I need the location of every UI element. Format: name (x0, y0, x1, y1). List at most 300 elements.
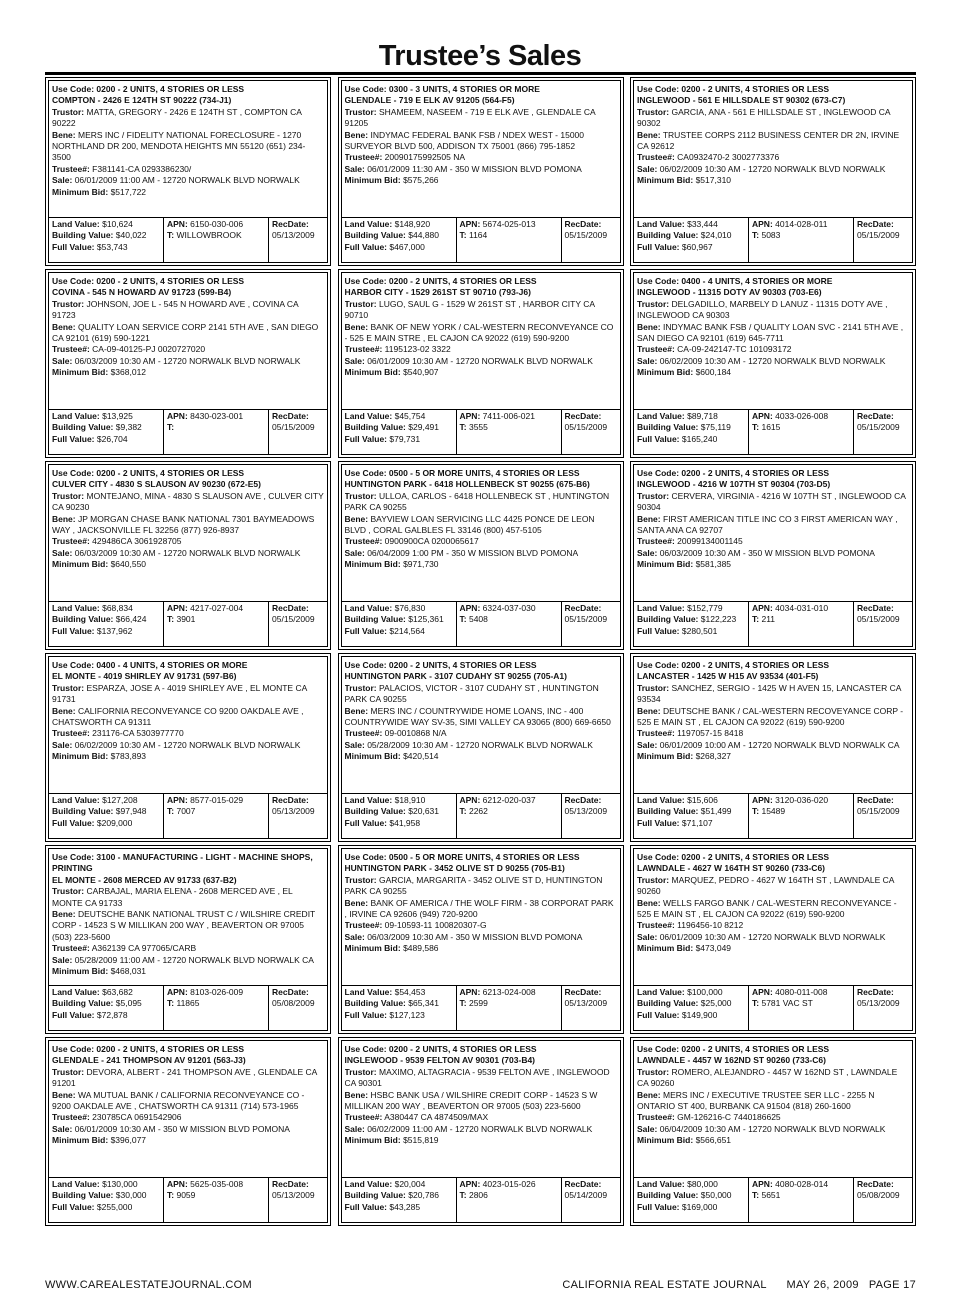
listing-card (338, 1037, 624, 1226)
values-cell (634, 1178, 749, 1222)
tract-value: T: 1615 (752, 422, 781, 433)
title-rule (45, 72, 916, 75)
tract-value: T: 5781 VAC ST (752, 998, 813, 1009)
land-value: Land Value: $13,925 (52, 411, 133, 421)
recdate-cell (269, 218, 327, 262)
sale-line: Sale: 06/02/2009 10:30 AM - 12720 NORWALK BLVD NORWALK (52, 739, 301, 750)
listing-details (637, 852, 909, 988)
apn-cell (457, 1178, 562, 1222)
values-cell (49, 794, 164, 838)
recdate-value: 05/13/2009 (564, 998, 608, 1009)
values-cell (342, 1178, 457, 1222)
trustor-line: Trustor: DEVORA, ALBERT - 241 THOMPSON AVE , GLENDALE CA 91201 (52, 1066, 317, 1089)
listing-frame (48, 272, 328, 455)
apn-value: APN: 5674-025-013 (459, 219, 536, 229)
sale-line: Sale: 05/28/2009 11:00 AM - 12720 NORWALK BLVD NORWALK CA (52, 954, 314, 965)
property-address: HARBOR CITY - 1529 261ST ST 90710 (793-J6) (344, 287, 531, 298)
listing-details (52, 84, 324, 220)
apn-value: APN: 4080-011-008 (752, 987, 828, 997)
full-value: Full Value: $169,000 (637, 1201, 718, 1212)
listing-card (338, 461, 624, 650)
sale-line: Sale: 05/28/2009 10:30 AM - 12720 NORWALK BLVD NORWALK (344, 739, 593, 750)
recdate-value: 05/15/2009 (857, 806, 900, 817)
apn-value: APN: 4034-031-010 (752, 603, 829, 613)
land-value: Land Value: $20,004 (344, 1179, 426, 1189)
apn-value: APN: 4217-027-004 (167, 603, 244, 613)
valuation-table (49, 409, 327, 454)
property-address: LAWNDALE - 4457 W 162ND ST 90260 (733-C6) (637, 1055, 826, 1066)
trustor-line: Trustor: MATTA, GREGORY - 2426 E 124TH ST , COMPTON CA 90222 (52, 106, 302, 129)
sale-line: Sale: 06/04/2009 1:00 PM - 350 W MISSION BLVD POMONA (344, 547, 579, 558)
apn-cell (749, 794, 854, 838)
valuation-table (342, 409, 620, 454)
recdate-value: 05/15/2009 (564, 422, 608, 433)
sale-line: Sale: 06/03/2009 10:30 AM - 12720 NORWALK BLVD NORWALK (52, 355, 301, 366)
property-address: COVINA - 545 N HOWARD AV 91723 (599-B4) (52, 287, 232, 298)
recdate-value: 05/14/2009 (564, 1190, 608, 1201)
listing-card (338, 77, 624, 266)
building-value: Building Value: $97,948 (52, 806, 147, 817)
listing-details (52, 852, 324, 988)
use-code: Use Code: 0500 - 5 OR MORE UNITS, 4 STORIES OR LESS (344, 852, 580, 862)
minimum-bid-line: Minimum Bid: $566,651 (637, 1135, 732, 1146)
apn-value: APN: 8103-026-009 (167, 987, 244, 997)
page-title: Trustee’s Sales (378, 40, 582, 72)
trustee-number-line: Trustee#: A362139 CA 977065/CARB (52, 943, 197, 954)
values-cell (634, 794, 749, 838)
building-value: Building Value: $65,341 (344, 998, 440, 1009)
tract-value: T: 5651 (752, 1190, 781, 1201)
minimum-bid-line: Minimum Bid: $268,327 (637, 751, 732, 762)
listing-frame (341, 80, 621, 263)
building-value: Building Value: $122,223 (637, 614, 737, 625)
beneficiary-line: Bene: BAYVIEW LOAN SERVICING LLC 4425 PONCE DE LEON BLVD , CORAL GALBLES FL 33146 (800) 457-5105 (344, 513, 595, 536)
use-code: Use Code: 0200 - 2 UNITS, 4 STORIES OR LESS (637, 660, 830, 670)
listing-frame (341, 464, 621, 647)
trustor-line: Trustor: GARCIA, MARGARITA - 3452 OLIVE ST D, HUNTINGTON PARK CA 90255 (344, 874, 603, 897)
minimum-bid-line: Minimum Bid: $600,184 (637, 367, 732, 378)
listing-frame (341, 656, 621, 839)
trustor-line: Trustor: ULLOA, CARLOS - 6418 HOLLENBECK ST , HUNTINGTON PARK CA 90255 (344, 490, 610, 513)
use-code: Use Code: 0400 - 4 UNITS, 4 STORIES OR MORE (637, 276, 833, 286)
listing-card (45, 77, 331, 266)
tract-value: T: 2599 (459, 998, 488, 1009)
valuation-table (49, 793, 327, 838)
building-value: Building Value: $30,000 (52, 1190, 147, 1201)
recdate-label: RecDate: (857, 603, 894, 613)
land-value: Land Value: $127,208 (52, 795, 138, 805)
minimum-bid-line: Minimum Bid: $489,586 (344, 943, 439, 954)
listings-row (45, 77, 916, 268)
building-value: Building Value: $25,000 (637, 998, 732, 1009)
land-value: Land Value: $148,920 (344, 219, 431, 229)
trustor-line: Trustor: DELGADILLO, MARBELY D LANUZ - 11315 DOTY AVE , INGLEWOOD CA 90303 (637, 298, 888, 321)
valuation-table (342, 1177, 620, 1222)
tract-value: T: 5408 (459, 614, 488, 625)
apn-cell (164, 794, 269, 838)
tract-value: T: 1164 (459, 230, 488, 241)
full-value: Full Value: $72,878 (52, 1009, 128, 1020)
minimum-bid-line: Minimum Bid: $517,722 (52, 186, 147, 197)
listing-frame (341, 848, 621, 1031)
apn-cell (164, 410, 269, 454)
recdate-cell (562, 794, 620, 838)
property-address: GLENDALE - 719 E ELK AV 91205 (564-F5) (344, 95, 515, 106)
minimum-bid-line: Minimum Bid: $581,385 (637, 559, 732, 570)
property-address: EL MONTE - 2608 MERCED AV 91733 (637-B2) (52, 874, 237, 885)
trustee-number-line: Trustee#: 429486CA 3061928705 (52, 536, 182, 547)
valuation-table (49, 985, 327, 1030)
tract-value: T: 2262 (459, 806, 488, 817)
apn-value: APN: 4033-026-008 (752, 411, 829, 421)
listing-frame (341, 272, 621, 455)
recdate-cell (562, 602, 620, 646)
land-value: Land Value: $89,718 (637, 411, 718, 421)
recdate-value: 05/13/2009 (564, 806, 608, 817)
trustee-number-line: Trustee#: 09-10593-11 100820307-G (344, 920, 487, 931)
minimum-bid-line: Minimum Bid: $540,907 (344, 367, 439, 378)
use-code: Use Code: 0200 - 2 UNITS, 4 STORIES OR LESS (344, 1044, 537, 1054)
apn-value: APN: 4023-015-026 (459, 1179, 536, 1189)
sale-line: Sale: 06/01/2009 11:30 AM - 350 W MISSION BLVD POMONA (344, 163, 582, 174)
building-value: Building Value: $50,000 (637, 1190, 732, 1201)
tract-value: T: 15489 (752, 806, 786, 817)
full-value: Full Value: $165,240 (637, 433, 718, 444)
recdate-cell (854, 794, 912, 838)
beneficiary-line: Bene: HSBC BANK USA / WILSHIRE CREDIT CORP - 14523 S W MILLIKAN 200 WAY , BEAVERTON OR 97005 (503) 223-5600 (344, 1089, 598, 1112)
recdate-value: 05/15/2009 (564, 230, 608, 241)
recdate-value: 05/13/2009 (272, 806, 315, 817)
minimum-bid-line: Minimum Bid: $515,819 (344, 1135, 439, 1146)
trustor-line: Trustor: LUGO, SAUL G - 1529 W 261ST ST , HARBOR CITY CA 90710 (344, 298, 595, 321)
listing-details (345, 660, 617, 796)
valuation-table (49, 1177, 327, 1222)
listings-row (45, 269, 916, 460)
beneficiary-line: Bene: BANK OF AMERICA / THE WOLF FIRM - 38 CORPORAT PARK , IRVINE CA 92606 (949) 720-9200 (344, 897, 614, 920)
land-value: Land Value: $76,830 (344, 603, 426, 613)
trustee-number-line: Trustee#: 20099134001145 (637, 536, 743, 547)
apn-value: APN: 7411-006-021 (459, 411, 535, 421)
minimum-bid-line: Minimum Bid: $517,310 (637, 175, 732, 186)
tract-value: T: 9059 (167, 1190, 196, 1201)
recdate-cell (269, 410, 327, 454)
tract-value: T: 11865 (167, 998, 200, 1009)
sale-line: Sale: 06/03/2009 10:30 AM - 350 W MISSION BLVD POMONA (344, 931, 583, 942)
recdate-label: RecDate: (857, 411, 894, 421)
apn-value: APN: 3120-036-020 (752, 795, 829, 805)
trustor-line: Trustor: PALACIOS, VICTOR - 3107 CUDAHY ST , HUNTINGTON PARK CA 90255 (344, 682, 599, 705)
recdate-value: 05/15/2009 (272, 422, 315, 433)
property-address: HUNTINGTON PARK - 3107 CUDAHY ST 90255 (705-A1) (344, 671, 567, 682)
recdate-cell (854, 986, 912, 1030)
listing-frame (341, 1040, 621, 1223)
apn-cell (457, 986, 562, 1030)
listing-card (45, 461, 331, 650)
tract-value: T: 211 (752, 614, 776, 625)
values-cell (342, 218, 457, 262)
listing-card (338, 653, 624, 842)
building-value: Building Value: $44,880 (344, 230, 440, 241)
recdate-cell (562, 218, 620, 262)
building-value: Building Value: $20,631 (344, 806, 440, 817)
apn-value: APN: 4014-028-011 (752, 219, 828, 229)
beneficiary-line: Bene: MERS INC / COUNTRYWIDE HOME LOANS, INC - 400 COUNTRYWIDE WAY SV-35, SIMI VALLEY CA 93065 (800) 669-6650 (344, 705, 611, 728)
apn-cell (164, 986, 269, 1030)
values-cell (49, 986, 164, 1030)
valuation-table (342, 601, 620, 646)
sale-line: Sale: 06/02/2009 10:30 AM - 12720 NORWALK BLVD NORWALK (637, 163, 886, 174)
beneficiary-line: Bene: TRUSTEE CORPS 2112 BUSINESS CENTER DR 2N, IRVINE CA 92612 (637, 129, 900, 152)
recdate-value: 05/13/2009 (857, 998, 900, 1009)
valuation-table (342, 985, 620, 1030)
listing-frame (633, 656, 913, 839)
recdate-label: RecDate: (564, 1179, 602, 1189)
values-cell (634, 602, 749, 646)
listing-frame (48, 1040, 328, 1223)
tract-value: T: 7007 (167, 806, 196, 817)
land-value: Land Value: $63,682 (52, 987, 133, 997)
full-value: Full Value: $41,958 (344, 817, 421, 828)
apn-value: APN: 8577-015-029 (167, 795, 244, 805)
values-cell (634, 410, 749, 454)
property-address: EL MONTE - 4019 SHIRLEY AV 91731 (597-B6) (52, 671, 237, 682)
building-value: Building Value: $20,786 (344, 1190, 440, 1201)
recdate-cell (269, 986, 327, 1030)
sale-line: Sale: 06/03/2009 10:30 AM - 350 W MISSION BLVD POMONA (637, 547, 875, 558)
use-code: Use Code: 0300 - 3 UNITS, 4 STORIES OR MORE (344, 84, 540, 94)
listing-card (45, 653, 331, 842)
building-value: Building Value: $5,095 (52, 998, 142, 1009)
building-value: Building Value: $75,119 (637, 422, 731, 433)
use-code: Use Code: 0200 - 2 UNITS, 4 STORIES OR LESS (637, 468, 830, 478)
listing-frame (48, 464, 328, 647)
listing-card (630, 1037, 916, 1226)
trustee-number-line: Trustee#: CA-09-242147-TC 101093172 (637, 344, 792, 355)
recdate-cell (562, 410, 620, 454)
recdate-label: RecDate: (564, 219, 602, 229)
recdate-cell (854, 602, 912, 646)
property-address: INGLEWOOD - 9539 FELTON AV 90301 (703-B4) (344, 1055, 536, 1066)
apn-cell (749, 602, 854, 646)
apn-value: APN: 8430-023-001 (167, 411, 244, 421)
apn-cell (749, 1178, 854, 1222)
beneficiary-line: Bene: CALIFORNIA RECONVEYANCE CO 9200 OAKDALE AVE , CHATSWORTH CA 91311 (52, 705, 304, 728)
trustee-number-line: Trustee#: A380447 CA 4874509/MAX (344, 1112, 489, 1123)
listing-frame (633, 848, 913, 1031)
recdate-label: RecDate: (564, 411, 602, 421)
use-code: Use Code: 0200 - 2 UNITS, 4 STORIES OR LESS (52, 276, 245, 286)
valuation-table (634, 409, 912, 454)
minimum-bid-line: Minimum Bid: $640,550 (52, 559, 147, 570)
land-value: Land Value: $10,624 (52, 219, 133, 229)
values-cell (49, 410, 164, 454)
recdate-value: 05/13/2009 (272, 230, 315, 241)
recdate-label: RecDate: (272, 219, 309, 229)
trustee-number-line: Trustee#: 0900900CA 0200065617 (344, 536, 479, 547)
valuation-table (49, 217, 327, 262)
recdate-label: RecDate: (857, 219, 894, 229)
valuation-table (634, 601, 912, 646)
valuation-table (634, 1177, 912, 1222)
listing-details (637, 276, 909, 412)
minimum-bid-line: Minimum Bid: $468,031 (52, 966, 147, 977)
listings-row (45, 1037, 916, 1228)
listing-frame (633, 1040, 913, 1223)
recdate-label: RecDate: (564, 603, 602, 613)
building-value: Building Value: $40,022 (52, 230, 147, 241)
property-address: INGLEWOOD - 11315 DOTY AV 90303 (703-E6) (637, 287, 822, 298)
land-value: Land Value: $80,000 (637, 1179, 718, 1189)
listing-card (630, 269, 916, 458)
trustee-number-line: Trustee#: CA-09-40125-PJ 0020727020 (52, 344, 206, 355)
values-cell (49, 1178, 164, 1222)
use-code: Use Code: 0200 - 2 UNITS, 4 STORIES OR LESS (637, 84, 830, 94)
listing-details (345, 84, 617, 220)
land-value: Land Value: $33,444 (637, 219, 718, 229)
land-value: Land Value: $152,779 (637, 603, 723, 613)
recdate-value: 05/15/2009 (857, 422, 900, 433)
trustor-line: Trustor: JOHNSON, JOE L - 545 N HOWARD AVE , COVINA CA 91723 (52, 298, 299, 321)
beneficiary-line: Bene: INDYMAC FEDERAL BANK FSB / NDEX WEST - 15000 SURVEYOR BLVD 500, ADDISON TX 75001 (866) 795-1852 (344, 129, 585, 152)
valuation-table (634, 217, 912, 262)
listing-details (637, 468, 909, 604)
building-value: Building Value: $29,491 (344, 422, 440, 433)
listing-card (45, 269, 331, 458)
trustee-number-line: Trustee#: GM-126216-C 7440186625 (637, 1112, 781, 1123)
land-value: Land Value: $68,834 (52, 603, 133, 613)
minimum-bid-line: Minimum Bid: $783,893 (52, 751, 147, 762)
trustor-line: Trustor: MARQUEZ, PEDRO - 4627 W 164TH ST , LAWNDALE CA 90260 (637, 874, 894, 897)
sale-line: Sale: 06/01/2009 11:00 AM - 12720 NORWALK BLVD NORWALK (52, 175, 300, 186)
recdate-label: RecDate: (272, 1179, 309, 1189)
valuation-table (49, 601, 327, 646)
trustee-number-line: Trustee#: CA0932470-2 3002773376 (637, 152, 780, 163)
property-address: LANCASTER - 1425 W H15 AV 93534 (401-F5) (637, 671, 819, 682)
full-value: Full Value: $71,107 (637, 817, 713, 828)
listing-details (345, 1044, 617, 1180)
listing-card (630, 461, 916, 650)
trustor-line: Trustor: CERVERA, VIRGINIA - 4216 W 107TH ST , INGLEWOOD CA 90304 (637, 490, 906, 513)
use-code: Use Code: 0200 - 2 UNITS, 4 STORIES OR LESS (52, 468, 245, 478)
trustee-number-line: Trustee#: 1197057-15 8418 (637, 728, 744, 739)
footer-publication: CALIFORNIA REAL ESTATE JOURNAL MAY 26, 2009 PAGE 17 (562, 1279, 916, 1291)
minimum-bid-line: Minimum Bid: $971,730 (344, 559, 439, 570)
sale-line: Sale: 06/01/2009 10:30 AM - 350 W MISSION BLVD POMONA (52, 1123, 290, 1134)
values-cell (49, 218, 164, 262)
values-cell (342, 794, 457, 838)
beneficiary-line: Bene: BANK OF NEW YORK / CAL-WESTERN RECONVEYANCE CO - 525 E MAIN STRE , EL CAJON CA 92022 (619) 590-9200 (344, 321, 614, 344)
beneficiary-line: Bene: MERS INC / FIDELITY NATIONAL FORECLOSURE - 1270 NORTHLAND DR 200, MENDOTA HEIGHTS MN 55120 (651) 234-3500 (52, 129, 306, 163)
trustor-line: Trustor: MONTEJANO, MINA - 4830 S SLAUSON AVE , CULVER CITY CA 90230 (52, 490, 324, 513)
recdate-label: RecDate: (564, 795, 602, 805)
sale-line: Sale: 06/02/2009 11:00 AM - 12720 NORWALK BLVD NORWALK (344, 1123, 593, 1134)
sale-line: Sale: 06/03/2009 10:30 AM - 12720 NORWALK BLVD NORWALK (52, 547, 301, 558)
trustee-number-line: Trustee#: 231176-CA 5303977770 (52, 728, 184, 739)
land-value: Land Value: $130,000 (52, 1179, 138, 1189)
beneficiary-line: Bene: INDYMAC BANK FSB / QUALITY LOAN SVC - 2141 5TH AVE , SAN DIEGO CA 92101 (619) 645-7711 (637, 321, 904, 344)
apn-cell (164, 602, 269, 646)
trustor-line: Trustor: ESPARZA, JOSE A - 4019 SHIRLEY AVE , EL MONTE CA 91731 (52, 682, 307, 705)
listing-card (338, 269, 624, 458)
listing-frame (633, 272, 913, 455)
listing-details (345, 276, 617, 412)
property-address: HUNTINGTON PARK - 6418 HOLLENBECK ST 90255 (675-B6) (344, 479, 590, 490)
full-value: Full Value: $127,123 (344, 1009, 425, 1020)
recdate-cell (562, 1178, 620, 1222)
apn-value: APN: 5625-035-008 (167, 1179, 244, 1189)
use-code: Use Code: 0200 - 2 UNITS, 4 STORIES OR LESS (344, 660, 537, 670)
full-value: Full Value: $467,000 (344, 241, 425, 252)
building-value: Building Value: $51,499 (637, 806, 732, 817)
apn-value: APN: 6150-030-006 (167, 219, 244, 229)
building-value: Building Value: $125,361 (344, 614, 444, 625)
tract-value: T: 3901 (167, 614, 196, 625)
listing-card (630, 77, 916, 266)
recdate-value: 05/08/2009 (857, 1190, 900, 1201)
listing-frame (48, 656, 328, 839)
use-code: Use Code: 0200 - 2 UNITS, 4 STORIES OR LESS (52, 84, 245, 94)
recdate-cell (854, 410, 912, 454)
property-address: LAWNDALE - 4627 W 164TH ST 90260 (733-C6) (637, 863, 826, 874)
recdate-label: RecDate: (857, 1179, 894, 1189)
tract-value: T: 3555 (459, 422, 488, 433)
listing-card (630, 653, 916, 842)
recdate-value: 05/15/2009 (272, 614, 315, 625)
values-cell (342, 602, 457, 646)
use-code: Use Code: 0200 - 2 UNITS, 4 STORIES OR LESS (637, 1044, 830, 1054)
apn-cell (457, 410, 562, 454)
listing-details (52, 276, 324, 412)
recdate-cell (854, 218, 912, 262)
values-cell (342, 986, 457, 1030)
trustee-number-line: Trustee#: 09-0010868 N/A (344, 728, 447, 739)
listing-card (630, 845, 916, 1034)
full-value: Full Value: $137,962 (52, 625, 133, 636)
full-value: Full Value: $209,000 (52, 817, 133, 828)
sale-line: Sale: 06/01/2009 10:30 AM - 12720 NORWALK BLVD NORWALK (637, 931, 886, 942)
apn-value: APN: 4080-028-014 (752, 1179, 829, 1189)
apn-cell (749, 410, 854, 454)
recdate-cell (562, 986, 620, 1030)
use-code: Use Code: 0200 - 2 UNITS, 4 STORIES OR LESS (344, 276, 537, 286)
full-value: Full Value: $149,900 (637, 1009, 718, 1020)
beneficiary-line: Bene: WA MUTUAL BANK / CALIFORNIA RECONVEYANCE CO - 9200 OAKDALE AVE , CHATSWORTH CA 91311 (714) 573-1965 (52, 1089, 305, 1112)
beneficiary-line: Bene: QUALITY LOAN SERVICE CORP 2141 5TH AVE , SAN DIEGO CA 92101 (619) 590-1221 (52, 321, 319, 344)
recdate-label: RecDate: (857, 987, 894, 997)
apn-cell (164, 1178, 269, 1222)
beneficiary-line: Bene: JP MORGAN CHASE BANK NATIONAL 7301 BAYMEADOWS WAY , JACKSONVILLE FL 32256 (877) 926-8937 (52, 513, 315, 536)
listing-frame (633, 464, 913, 647)
apn-value: APN: 6213-024-008 (459, 987, 536, 997)
use-code: Use Code: 0500 - 5 OR MORE UNITS, 4 STORIES OR LESS (344, 468, 580, 478)
trustee-number-line: Trustee#: 230785CA 0691542906 (52, 1112, 182, 1123)
apn-value: APN: 6212-020-037 (459, 795, 536, 805)
land-value: Land Value: $45,754 (344, 411, 426, 421)
trustor-line: Trustor: CARBAJAL, MARIA ELENA - 2608 MERCED AVE , EL MONTE CA 91733 (52, 886, 293, 908)
minimum-bid-line: Minimum Bid: $396,077 (52, 1135, 147, 1146)
listings-row (45, 845, 916, 1036)
listing-card (45, 1037, 331, 1226)
beneficiary-line: Bene: WELLS FARGO BANK / CAL-WESTERN RECONVEYANCE - 525 E MAIN ST , EL CAJON CA 92022 (619) 590-9200 (637, 897, 897, 920)
full-value: Full Value: $255,000 (52, 1201, 133, 1212)
apn-cell (749, 218, 854, 262)
recdate-cell (269, 602, 327, 646)
trustee-number-line: Trustee#: F381141-CA 0293386230/ (52, 163, 192, 174)
apn-cell (749, 986, 854, 1030)
recdate-value: 05/15/2009 (564, 614, 608, 625)
property-address: COMPTON - 2426 E 124TH ST 90222 (734-J1) (52, 95, 232, 106)
sale-line: Sale: 06/01/2009 10:30 AM - 12720 NORWALK BLVD NORWALK (344, 355, 593, 366)
